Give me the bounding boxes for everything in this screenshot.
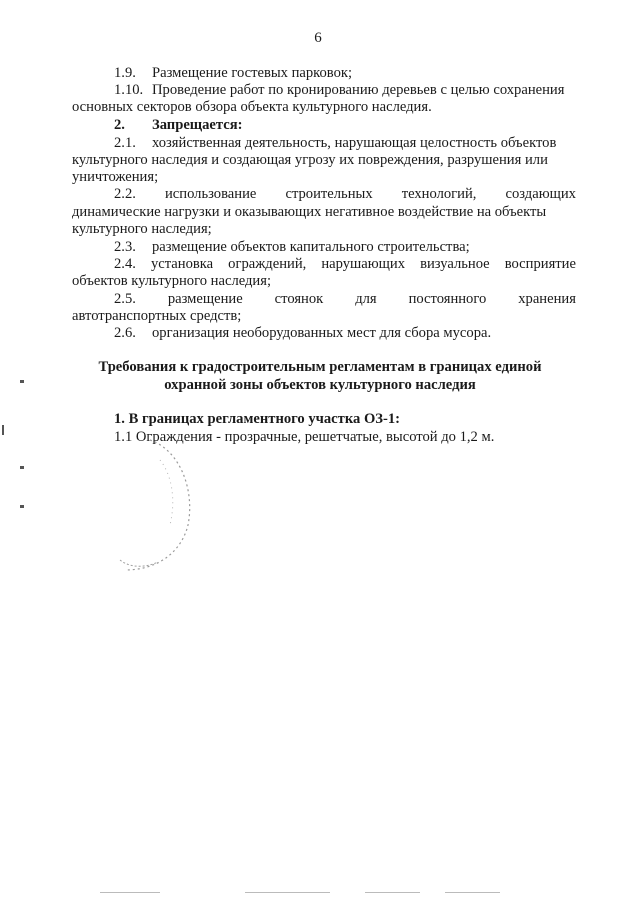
item-1-10-cont: основных секторов обзора объекта культурного наследия. [72, 99, 432, 115]
word: для [355, 291, 377, 307]
item-text: Проведение работ по кронированию деревьев с целью сохранения [152, 82, 565, 98]
item-1-10 [114, 81, 564, 99]
word: визуальное [420, 256, 490, 272]
scan-mark [20, 466, 24, 469]
scan-mark [2, 425, 4, 435]
word: установка [150, 256, 214, 272]
item-2-2-cont: культурного наследия; [72, 221, 212, 237]
item-number: 2. [114, 117, 125, 133]
scan-rule [445, 892, 500, 893]
page-number: 6 [314, 30, 322, 46]
item-2-1-cont: уничтожения; [72, 169, 159, 185]
word: восприятие [504, 256, 576, 272]
scan-rule [100, 892, 160, 893]
word: использование [164, 186, 257, 202]
item-2-2 [114, 185, 576, 203]
item-number: 1.9. [114, 65, 136, 81]
word: хранения [518, 291, 576, 307]
item-2 [114, 116, 242, 134]
item-1-1: 1.1 Ограждения - прозрачные, решетчатые, высотой до 1,2 м. [114, 429, 495, 445]
item-2-6 [114, 324, 491, 342]
word: строительных [285, 186, 373, 202]
word: нарушающих [321, 256, 406, 272]
item-2-2-cont: динамические нагрузки и оказывающих негативное воздействие на объекты [72, 204, 547, 220]
item-1-9 [114, 64, 352, 82]
item-number: 2.3. [114, 239, 136, 255]
item-2-1 [114, 134, 556, 152]
item-number: 1.10. [114, 82, 144, 98]
section-heading-line1: Требования к градостроительным регламентам в границах единой [98, 359, 542, 375]
item-text: Размещение гостевых парковок; [152, 65, 353, 81]
item-2-1-cont: культурного наследия и создающая угрозу их повреждения, разрушения или [72, 152, 548, 168]
word: размещение [167, 291, 243, 307]
word: ограждений, [228, 256, 307, 272]
item-2-4 [114, 255, 576, 273]
item-text: организация необорудованных мест для сбора мусора. [152, 325, 492, 341]
scan-mark [20, 505, 24, 508]
scan-mark [20, 380, 24, 383]
item-text: Запрещается: [152, 117, 243, 133]
scan-rule [365, 892, 420, 893]
subheading: 1. В границах регламентного участка ОЗ-1: [114, 411, 401, 427]
item-2-5-cont: автотранспортных средств; [72, 308, 242, 324]
item-2-4-cont: объектов культурного наследия; [72, 273, 272, 289]
item-number: 2.4. [114, 256, 136, 272]
scan-rule [245, 892, 330, 893]
word: постоянного [408, 291, 487, 307]
word: технологий, [401, 186, 477, 202]
word: создающих [505, 186, 576, 202]
item-number: 2.5. [114, 291, 136, 307]
item-number: 2.1. [114, 135, 136, 151]
section-heading-line2: охранной зоны объектов культурного наследия [164, 377, 476, 393]
item-2-5 [114, 290, 576, 308]
word: стоянок [274, 291, 324, 307]
item-number: 2.2. [114, 186, 136, 202]
item-text: размещение объектов капитального строительства; [152, 239, 470, 255]
item-text: хозяйственная деятельность, нарушающая целостность объектов [152, 135, 557, 151]
item-number: 2.6. [114, 325, 136, 341]
item-2-3 [114, 238, 470, 256]
faint-stamp-mark [110, 430, 210, 580]
